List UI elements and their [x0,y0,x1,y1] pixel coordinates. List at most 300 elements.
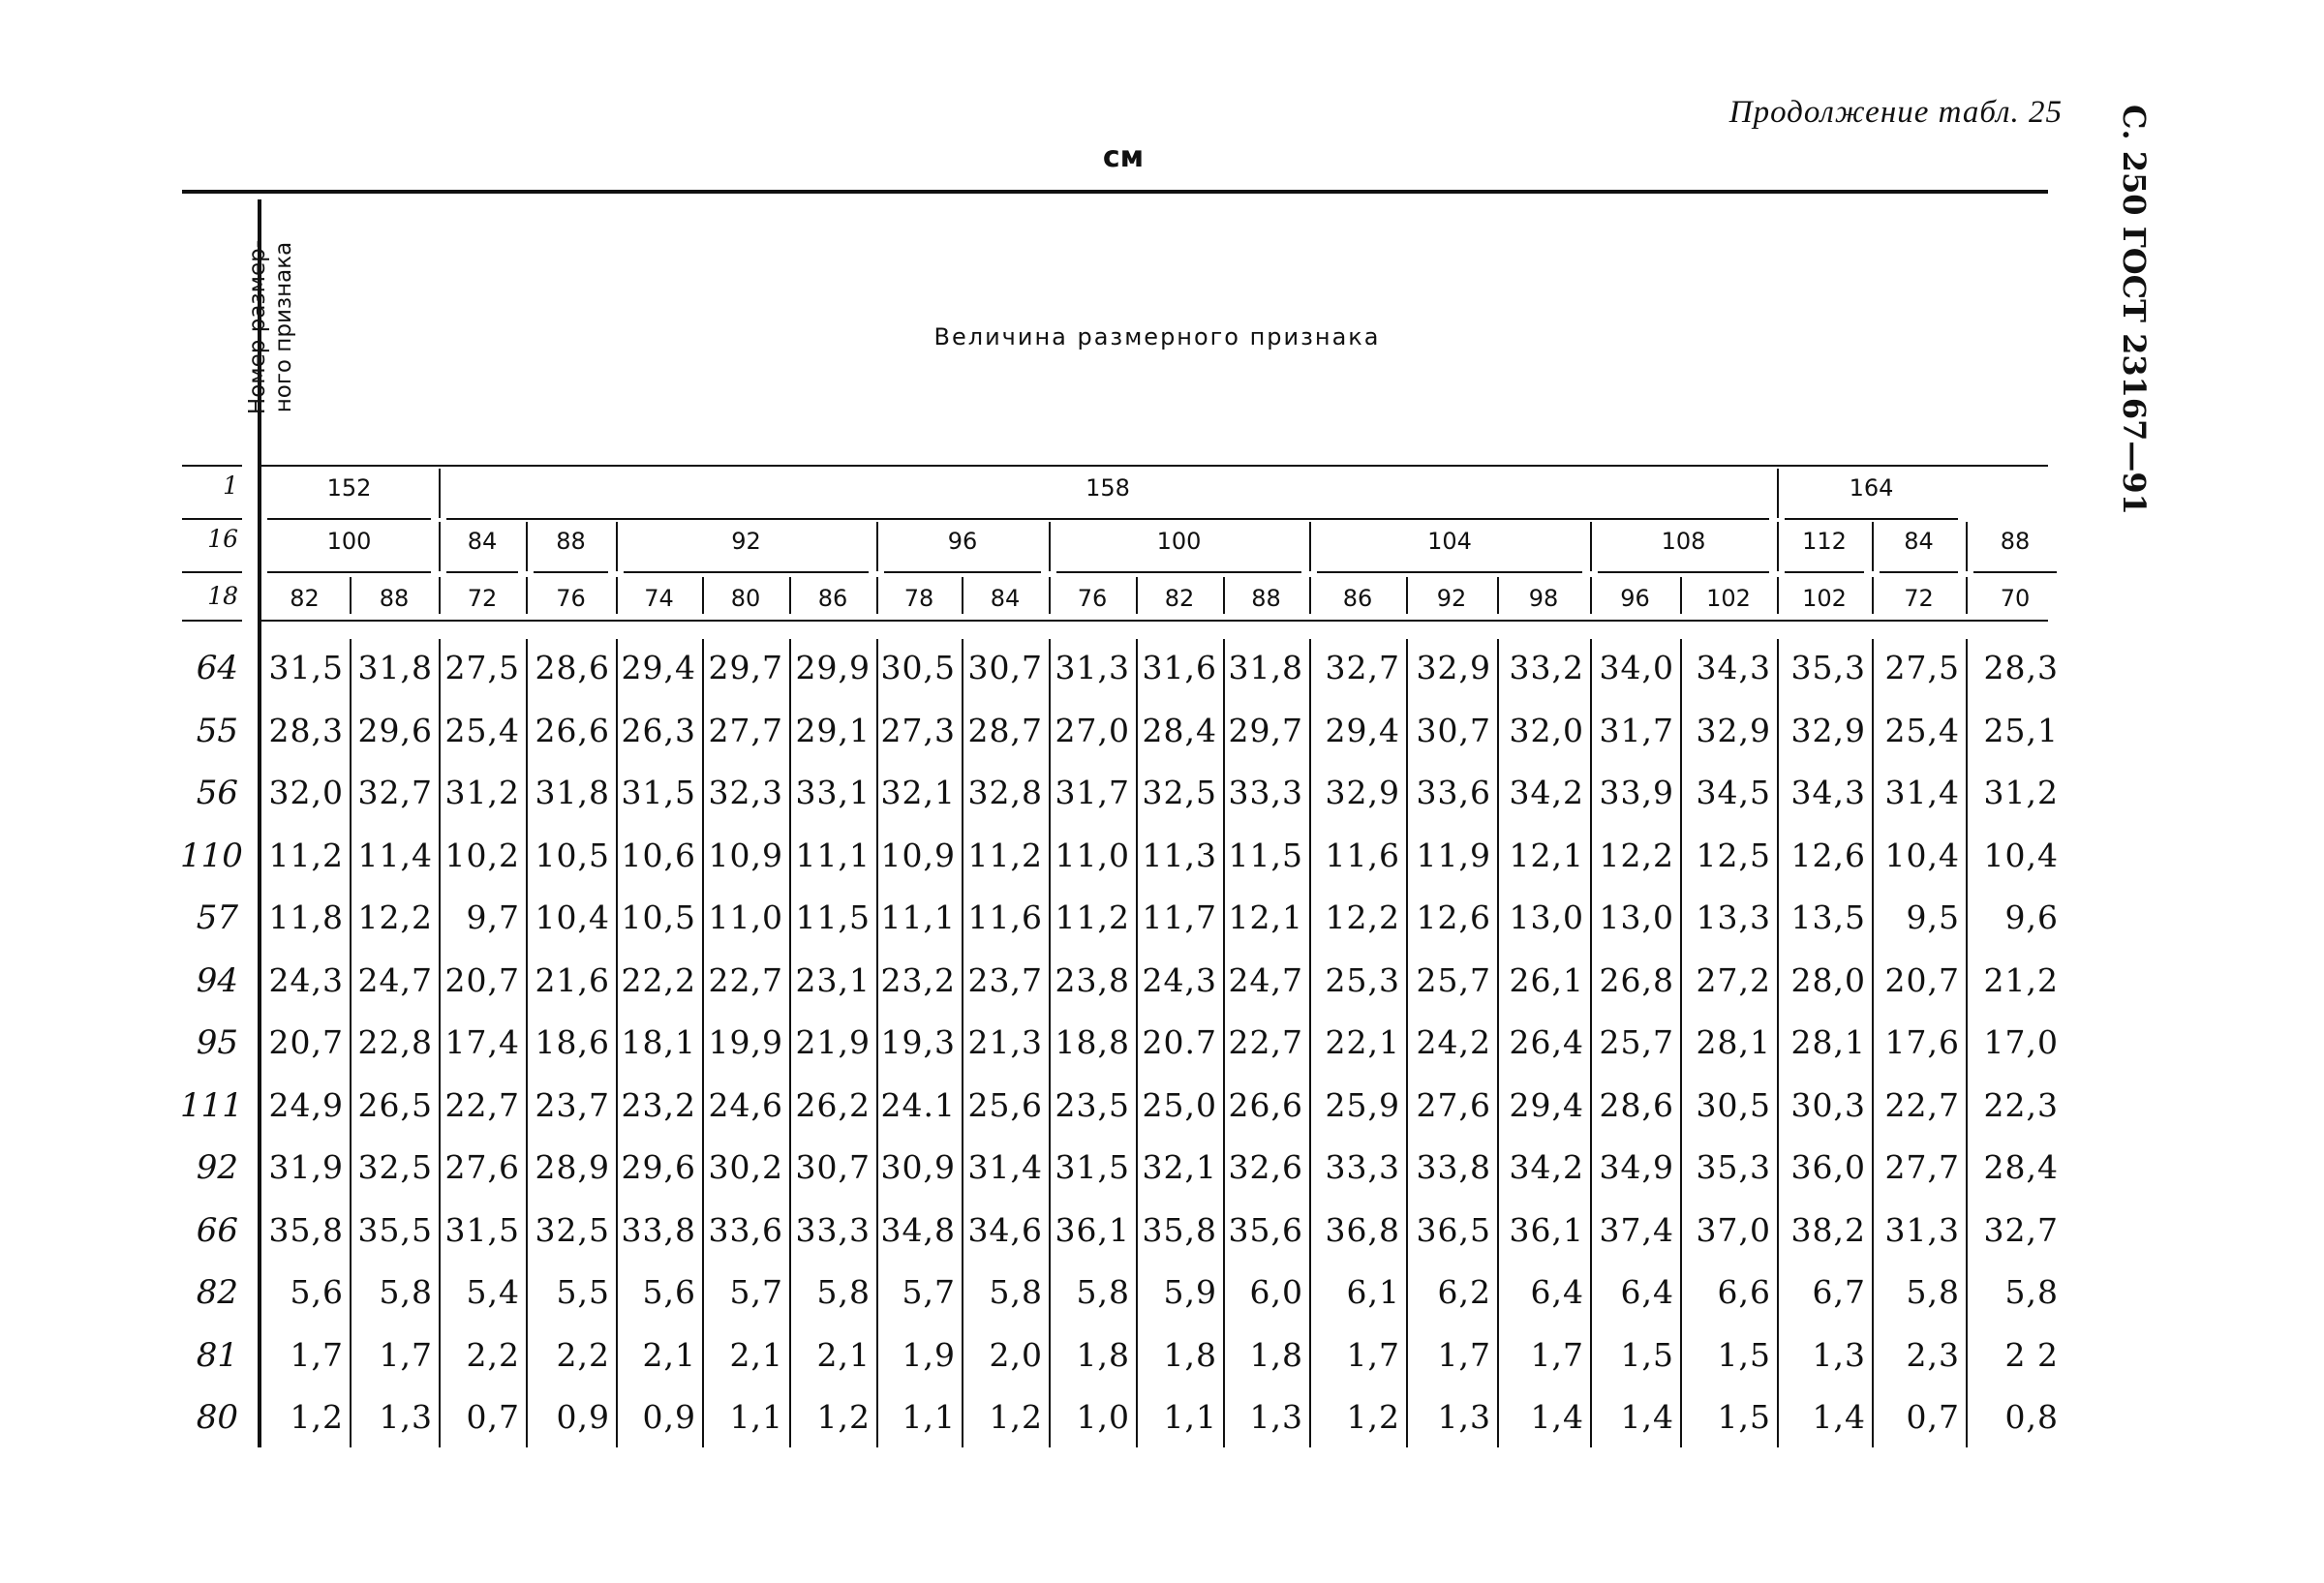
table-cell: 31,6 [1142,649,1217,686]
header-r18-cell: 96 [1620,585,1650,612]
table-cell: 34,3 [1696,649,1771,686]
table-cell: 29,6 [357,711,433,749]
table-cell: 2,2 [466,1335,520,1374]
header-r18-cell: 86 [817,585,848,612]
table-cell: 11,6 [967,898,1043,936]
table-cell: 35,3 [1790,649,1866,686]
table-cell: 10,9 [708,836,783,874]
table-cell: 34,8 [880,1210,956,1249]
table-cell: 30,7 [1416,711,1491,749]
table-cell: 1,7 [290,1335,344,1374]
table-cell: 31,4 [1884,774,1960,811]
header-r1-underline [446,518,1769,520]
table-cell: 5,8 [1906,1273,1960,1311]
table-cell: 10,5 [535,836,610,874]
table-cell: 1,4 [1620,1398,1674,1436]
table-cell: 34,9 [1599,1148,1674,1186]
table-cell: 32,5 [357,1148,433,1186]
table-cell: 31,8 [1228,649,1303,686]
unit-label: см [1102,140,1145,174]
table-cell: 25,3 [1325,960,1400,999]
row-label: 111 [180,1085,243,1125]
table-cell: 31,4 [967,1148,1043,1186]
table-cell: 21,3 [967,1023,1043,1061]
table-cell: 0,7 [466,1398,520,1436]
table-cell: 1,9 [902,1335,956,1374]
header-r16-cell: 108 [1661,528,1706,555]
table-cell: 5,5 [556,1273,610,1311]
table-cell: 6,4 [1620,1273,1674,1311]
page-side-header: С. 250 ГОСТ 23167—91 [2116,105,2153,515]
table-cell: 2,1 [729,1335,783,1374]
table-cell: 5,6 [290,1273,344,1311]
table-cell: 28,3 [268,711,344,749]
table-cell: 23,2 [880,960,956,999]
table-cell: 27,6 [444,1148,520,1186]
table-cell: 37,0 [1696,1210,1771,1249]
table-cell: 33,6 [1416,774,1491,811]
table-cell: 32,0 [268,774,344,811]
header-r18-cell: 98 [1528,585,1559,612]
body-column-rule [1590,639,1592,1447]
table-cell: 22,3 [1983,1085,2059,1124]
table-cell: 27,5 [444,649,520,686]
table-cell: 21,6 [535,960,610,999]
table-cell: 1,3 [379,1398,433,1436]
table-cell: 27,3 [880,711,956,749]
table-cell: 22,7 [708,960,783,999]
table-cell: 11,0 [1055,836,1130,874]
body-column-rule [1497,639,1499,1447]
table-cell: 5,7 [902,1273,956,1311]
table-cell: 21,9 [795,1023,871,1061]
table-cell: 1,5 [1717,1335,1771,1374]
row-code-18: 18 [207,582,238,610]
table-cell: 36,5 [1416,1210,1491,1249]
table-cell: 11,4 [357,836,433,874]
table-cell: 32,7 [357,774,433,811]
table-cell: 26,4 [1509,1023,1584,1061]
table-cell: 1,5 [1717,1398,1771,1436]
table-cell: 12,6 [1416,898,1491,936]
table-cell: 11,5 [1228,836,1303,874]
table-cell: 36,0 [1790,1148,1866,1186]
table-cell: 25,9 [1325,1085,1400,1124]
table-cell: 24,6 [708,1085,783,1124]
table-cell: 1,7 [1346,1335,1400,1374]
table-caption: Продолжение табл. 25 [1728,95,2063,130]
table-cell: 22,1 [1325,1023,1400,1061]
table-cell: 32,5 [1142,774,1217,811]
table-cell: 1,5 [1620,1335,1674,1374]
table-cell: 20,7 [444,960,520,999]
table-cell: 34,5 [1696,774,1771,811]
table-cell: 32,9 [1696,711,1771,749]
table-cell: 31,7 [1599,711,1674,749]
table-cell: 34,2 [1509,774,1584,811]
header-r16-underline [534,571,608,573]
table-cell: 33,6 [708,1210,783,1249]
row-header-title: Номер размер- ного признака [245,239,296,415]
table-cell: 12,2 [1599,836,1674,874]
header-r18-cell: 76 [556,585,586,612]
table-cell: 10,6 [621,836,696,874]
table-cell: 11,2 [268,836,344,874]
table-cell: 25,7 [1599,1023,1674,1061]
row-label: 94 [196,960,238,1000]
header-r16-cell: 100 [326,528,372,555]
header-r18-cell: 72 [1904,585,1934,612]
header-r16-cell: 92 [731,528,761,555]
table-cell: 22,2 [621,960,696,999]
table-cell: 10,4 [1983,836,2059,874]
table-cell: 30,5 [880,649,956,686]
header-r16-cell: 88 [556,528,586,555]
header-r16-underline [1598,571,1769,573]
table-cell: 33,1 [795,774,871,811]
header-r18-cell: 76 [1077,585,1108,612]
table-cell: 5,8 [816,1273,871,1311]
table-cell: 31,7 [1055,774,1130,811]
table-cell: 32,5 [535,1210,610,1249]
header-r1-underline [1785,518,1958,520]
table-cell: 6,0 [1249,1273,1303,1311]
table-cell: 23,1 [795,960,871,999]
body-column-rule [1966,639,1968,1447]
body-column-rule [1406,639,1408,1447]
table-cell: 2,1 [816,1335,871,1374]
table-cell: 25,4 [1884,711,1960,749]
table-cell: 31,2 [1983,774,2059,811]
table-cell: 27,7 [708,711,783,749]
table-cell: 1,1 [902,1398,956,1436]
header-rule-1-code [182,465,242,467]
table-cell: 29,7 [1228,711,1303,749]
table-cell: 24,7 [1228,960,1303,999]
body-column-rule [1223,639,1225,1447]
table-cell: 11,2 [1055,898,1130,936]
table-cell: 1,7 [1530,1335,1584,1374]
table-cell: 32,6 [1228,1148,1303,1186]
table-cell: 31,2 [444,774,520,811]
table-cell: 12,1 [1509,836,1584,874]
table-cell: 23,8 [1055,960,1130,999]
table-cell: 18,6 [535,1023,610,1061]
table-cell: 33,3 [795,1210,871,1249]
table-cell: 6,4 [1530,1273,1584,1311]
body-column-rule [439,639,441,1447]
table-cell: 17,6 [1884,1023,1960,1061]
table-cell: 20,7 [1884,960,1960,999]
table-cell: 11,1 [880,898,956,936]
table-cell: 24.1 [880,1085,956,1124]
table-cell: 28,1 [1696,1023,1771,1061]
header-rule-18-code [182,571,242,573]
table-cell: 24,2 [1416,1023,1491,1061]
table-cell: 26,8 [1599,960,1674,999]
table-cell: 30,2 [708,1148,783,1186]
table-cell: 32,8 [967,774,1043,811]
table-cell: 34,2 [1509,1148,1584,1186]
table-cell: 17,4 [444,1023,520,1061]
table-cell: 2,0 [989,1335,1043,1374]
table-cell: 28,6 [1599,1085,1674,1124]
body-column-rule [789,639,791,1447]
table-cell: 2,2 [556,1335,610,1374]
table-cell: 1,7 [1437,1335,1491,1374]
header-r16-underline [884,571,1041,573]
table-cell: 29,4 [1325,711,1400,749]
table-cell: 35,6 [1228,1210,1303,1249]
table-cell: 31,8 [535,774,610,811]
table-cell: 31,8 [357,649,433,686]
table-cell: 9,7 [466,898,520,936]
table-cell: 23,2 [621,1085,696,1124]
header-r18-cell: 78 [903,585,934,612]
header-rule-body-code [182,620,242,622]
table-cell: 26,6 [1228,1085,1303,1124]
table-cell: 27,7 [1884,1148,1960,1186]
header-r18-cell: 102 [1802,585,1847,612]
table-cell: 5,7 [729,1273,783,1311]
table-cell: 32,9 [1325,774,1400,811]
table-cell: 12,1 [1228,898,1303,936]
table-cell: 6,7 [1812,1273,1866,1311]
table-cell: 31,5 [621,774,696,811]
header-r1-cell: 164 [1849,474,1894,502]
table-cell: 11,6 [1325,836,1400,874]
table-cell: 1,3 [1437,1398,1491,1436]
table-cell: 1,1 [729,1398,783,1436]
table-cell: 6,1 [1346,1273,1400,1311]
table-cell: 10,5 [621,898,696,936]
table-cell: 36,8 [1325,1210,1400,1249]
table-cell: 19,3 [880,1023,956,1061]
table-cell: 2 2 [2004,1335,2059,1374]
table-cell: 30,7 [967,649,1043,686]
header-r18-cell: 88 [379,585,410,612]
table-cell: 32,9 [1416,649,1491,686]
row-label: 80 [196,1398,238,1437]
header-r18-cell: 84 [990,585,1021,612]
header-r18-cell: 72 [467,585,498,612]
header-r16-underline [1317,571,1582,573]
header-r18-cell: 102 [1706,585,1751,612]
header-r18-cell: 74 [644,585,674,612]
table-cell: 24,9 [268,1085,344,1124]
table-cell: 1,3 [1812,1335,1866,1374]
row-label: 95 [196,1023,238,1062]
header-r18-cell: 80 [730,585,761,612]
table-cell: 12,5 [1696,836,1771,874]
table-cell: 33,8 [1416,1148,1491,1186]
table-cell: 10,4 [1884,836,1960,874]
table-cell: 25,0 [1142,1085,1217,1124]
header-r16-cell: 112 [1802,528,1847,555]
table-cell: 1,3 [1249,1398,1303,1436]
table-cell: 5,6 [642,1273,696,1311]
table-cell: 29,9 [795,649,871,686]
table-cell: 24,3 [268,960,344,999]
table-cell: 13,3 [1696,898,1771,936]
table-cell: 1,0 [1076,1398,1130,1436]
table-cell: 13,0 [1509,898,1584,936]
table-cell: 26,3 [621,711,696,749]
column-group-title: Величина размерного признака [933,323,1381,350]
header-r18-cell: 86 [1342,585,1373,612]
table-cell: 11,7 [1142,898,1217,936]
table-cell: 1,1 [1163,1398,1217,1436]
row-code-16: 16 [207,525,238,553]
table-cell: 37,4 [1599,1210,1674,1249]
table-cell: 30,7 [795,1148,871,1186]
row-label: 56 [196,774,238,812]
table-cell: 31,3 [1055,649,1130,686]
body-column-rule [1680,639,1682,1447]
table-cell: 38,2 [1790,1210,1866,1249]
header-r16-cell: 84 [1904,528,1934,555]
header-r16-underline [624,571,869,573]
table-cell: 30,9 [880,1148,956,1186]
row-label: 110 [180,836,243,875]
table-cell: 5,8 [989,1273,1043,1311]
header-r16-underline [1785,571,1864,573]
table-cell: 24,7 [357,960,433,999]
table-cell: 23,5 [1055,1085,1130,1124]
table-cell: 31,3 [1884,1210,1960,1249]
table-top-rule [182,190,2048,194]
header-r16-cell: 96 [947,528,978,555]
header-r16-cell: 104 [1427,528,1472,555]
table-cell: 27,6 [1416,1085,1491,1124]
header-r1-cell: 158 [1086,474,1130,502]
table-cell: 1,8 [1249,1335,1303,1374]
table-cell: 19,9 [708,1023,783,1061]
row-label-divider [258,199,261,1447]
table-cell: 1,8 [1163,1335,1217,1374]
row-label: 92 [196,1148,238,1187]
body-column-rule [526,639,528,1447]
table-cell: 31,5 [444,1210,520,1249]
body-column-rule [1777,639,1779,1447]
table-cell: 6,2 [1437,1273,1491,1311]
row-label: 81 [196,1335,238,1375]
table-cell: 10,2 [444,836,520,874]
table-cell: 5,8 [2004,1273,2059,1311]
table-cell: 28,1 [1790,1023,1866,1061]
body-column-rule [1136,639,1138,1447]
table-cell: 17,0 [1983,1023,2059,1061]
table-cell: 11,8 [268,898,344,936]
table-cell: 21,2 [1983,960,2059,999]
table-cell: 13,5 [1790,898,1866,936]
table-cell: 1,2 [1346,1398,1400,1436]
table-cell: 32,7 [1325,649,1400,686]
table-cell: 31,5 [1055,1148,1130,1186]
table-cell: 32,1 [880,774,956,811]
table-cell: 11,2 [967,836,1043,874]
header-r16-cell: 84 [467,528,498,555]
table-cell: 27,5 [1884,649,1960,686]
table-cell: 29,7 [708,649,783,686]
table-cell: 28,7 [967,711,1043,749]
table-cell: 28,4 [1983,1148,2059,1186]
table-cell: 26,2 [795,1085,871,1124]
table-cell: 33,8 [621,1210,696,1249]
table-cell: 1,8 [1076,1335,1130,1374]
table-cell: 12,2 [1325,898,1400,936]
header-r16-underline [446,571,518,573]
table-cell: 0,7 [1906,1398,1960,1436]
header-r16-cell: 88 [2000,528,2031,555]
table-cell: 11,0 [708,898,783,936]
table-cell: 1,2 [816,1398,871,1436]
table-cell: 27,0 [1055,711,1130,749]
table-cell: 32,9 [1790,711,1866,749]
table-cell: 25,7 [1416,960,1491,999]
header-r16-underline [267,571,431,573]
header-r18-cell: 88 [1251,585,1281,612]
table-cell: 23,7 [967,960,1043,999]
table-cell: 22,7 [444,1085,520,1124]
table-cell: 34,6 [967,1210,1043,1249]
table-cell: 29,1 [795,711,871,749]
body-column-rule [876,639,878,1447]
header-r18-cell: 82 [290,585,320,612]
table-cell: 33,3 [1325,1148,1400,1186]
body-column-rule [1309,639,1311,1447]
table-cell: 26,6 [535,711,610,749]
table-cell: 29,4 [621,649,696,686]
table-cell: 31,5 [268,649,344,686]
table-cell: 34,3 [1790,774,1866,811]
header-rule-16-code [182,518,242,520]
table-cell: 6,6 [1717,1273,1771,1311]
table-cell: 29,6 [621,1148,696,1186]
body-column-rule [1049,639,1051,1447]
body-column-rule [350,639,352,1447]
table-cell: 29,4 [1509,1085,1584,1124]
table-cell: 23,7 [535,1085,610,1124]
row-label: 55 [196,711,238,750]
table-cell: 5,8 [379,1273,433,1311]
table-cell: 35,3 [1696,1148,1771,1186]
row-label: 66 [196,1210,238,1250]
table-cell: 27,2 [1696,960,1771,999]
table-cell: 5,8 [1076,1273,1130,1311]
table-cell: 28,0 [1790,960,1866,999]
table-cell: 12,2 [357,898,433,936]
table-cell: 11,1 [795,836,871,874]
table-cell: 33,9 [1599,774,1674,811]
table-cell: 9,5 [1906,898,1960,936]
table-cell: 1,7 [379,1335,433,1374]
table-cell: 11,9 [1416,836,1491,874]
table-cell: 20,7 [268,1023,344,1061]
body-column-rule [1872,639,1874,1447]
table-cell: 33,3 [1228,774,1303,811]
table-cell: 2,1 [642,1335,696,1374]
table-cell: 25,1 [1983,711,2059,749]
table-cell: 18,8 [1055,1023,1130,1061]
header-r1-underline [267,518,431,520]
row-label: 57 [196,898,238,937]
table-cell: 22,8 [357,1023,433,1061]
body-column-rule [702,639,704,1447]
table-cell: 13,0 [1599,898,1674,936]
table-cell: 25,4 [444,711,520,749]
body-column-rule [616,639,618,1447]
